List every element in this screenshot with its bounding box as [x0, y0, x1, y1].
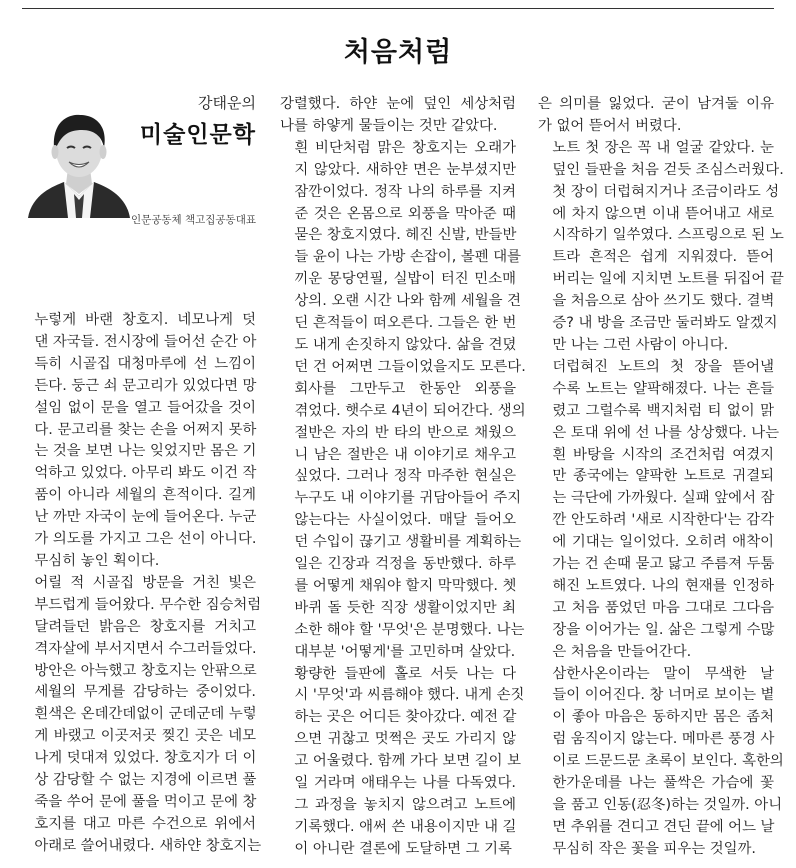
text-line: 증? 내 방을 조금만 둘러봐도 알겠지 [552, 315, 778, 332]
text-line: 그 과정을 놓치지 않으려고 노트에 [294, 797, 516, 813]
text-line: 난 까만 자국이 눈에 들어온다. 누군 [34, 509, 257, 526]
author-title: 인문공동체 책고집공동대표 [130, 214, 256, 226]
text-line: 는 극단에 가까웠다. 실패 앞에서 잠 [552, 490, 775, 507]
text-line: 흰 바탕을 시작의 조건처럼 여겼지 [552, 446, 774, 463]
text-line: 럼 움직이지 않는다. 메마른 풍경 사 [552, 731, 775, 748]
text-line: 노트 첫 장은 꼭 내 얼굴 같았다. 눈 [552, 139, 774, 156]
text-line: 니 남은 절반은 내 이야기로 채우고 [294, 446, 516, 463]
text-line: 시작하기 일쑤였다. 스프링으로 된 노 [552, 227, 784, 244]
text-line: 을 품고 인동(忍冬)하는 것일까. 아니 [552, 797, 783, 813]
text-line: 어릴 적 시골집 방문을 거친 빛은 [34, 574, 256, 591]
text-line: 나게 덧대져 있었다. 창호지가 더 이 [34, 750, 257, 767]
text-line: 나를 하얗게 물들이는 것만 같았다. [280, 117, 498, 134]
text-line: 만 나는 그런 사람이 아니다. [552, 336, 729, 353]
text-line: 죽을 쑤어 문에 풀을 먹이고 문에 창 [34, 793, 257, 810]
text-line: 싶었다. 그러나 정작 마주한 현실은 [294, 468, 516, 485]
text-line: 들 윤이 나는 가방 손잡이, 볼펜 대를 [294, 249, 522, 266]
text-line: 가는 건 손때 묻고 닳고 주름져 두툼 [552, 556, 775, 573]
text-line: 일 거라며 애태우는 나를 다독였다. [294, 775, 516, 792]
text-line: 기록했다. 애써 쓴 내용이지만 내 길 [294, 818, 517, 835]
text-line: 이 좋아 마음은 동하지만 몸은 좀처 [552, 709, 774, 726]
text-line: 를 어떻게 채워야 할지 막막했다. 쳇 [294, 577, 517, 594]
text-line: 들이 이어진다. 창 너머로 보이는 볕 [552, 687, 775, 704]
text-line: 품이 아니라 세월의 흔적이다. 길게 [34, 487, 256, 504]
text-line: 만 종국에는 얄팍한 노트로 귀결되 [552, 468, 774, 485]
text-line: 일은 긴장과 걱정을 동반했다. 하루 [294, 556, 516, 573]
text-line: 설임 없이 문을 열고 들어갔을 것이 [34, 399, 256, 416]
text-line: 던 수입이 끊기고 생활비를 계획하는 [294, 534, 522, 551]
text-line: 에 기대는 일이었다. 오히려 애착이 [552, 534, 774, 551]
text-line: 으면 귀찮고 멋쩍은 곳도 가리지 않 [294, 731, 516, 748]
text-line: 깐 안도하려 '새로 시작한다'는 감각 [552, 512, 774, 529]
text-line: 격자살에 부서지면서 수그러들었다. [34, 640, 257, 657]
text-line: 아래로 쓸어내렸다. 새하얀 창호지는 [34, 837, 262, 854]
text-line: 득히 시골집 대청마루에 선 느낌이 [34, 355, 256, 372]
column-name: 미술인문학 [139, 122, 256, 148]
text-line: 겪었다. 햇수로 4년이 되어간다. 생의 [294, 402, 526, 419]
text-line: 렸고 그럴수록 백지처럼 티 없이 맑 [552, 402, 774, 419]
text-line: 수록 노트는 얄팍해졌다. 나는 흔들 [552, 380, 774, 397]
text-line: 상의. 오랜 시간 나와 함께 세월을 견 [294, 293, 522, 310]
text-line: 더럽혀진 노트의 첫 장을 뜯어낼 [552, 358, 774, 375]
text-line: 황량한 들판에 홀로 서듯 나는 다 [294, 665, 516, 682]
text-line: 달려들던 밝음은 창호지를 거치고 [34, 618, 256, 635]
text-line: 끼운 몽당연필, 실밥이 터진 민소매 [294, 271, 516, 288]
text-line: 묻은 창호지였다. 헤진 신발, 반들반 [294, 227, 517, 244]
text-line: 억하고 있었다. 아무리 봐도 이건 작 [34, 465, 257, 482]
article-column-2 [280, 94, 526, 861]
paragraph [280, 664, 525, 861]
text-line: 면 추위를 견디고 견딘 끝에 어느 날 [552, 818, 775, 835]
text-line: 세월의 무게를 감당하는 중이었다. [34, 684, 256, 701]
text-line: 가 없어 뜯어서 버렸다. [538, 117, 682, 134]
text-line: 은 의미를 잃었다. 굳이 남겨둘 이유 [538, 96, 774, 112]
text-line: 삼한사온이라는 말이 무색한 날 [552, 665, 774, 682]
text-line: 는 것을 보면 나는 잊었지만 몸은 기 [34, 443, 257, 460]
text-line: 준 것은 온몸으로 외풍을 막아준 때 [294, 205, 516, 222]
paragraph [20, 573, 262, 858]
text-line: 하는 곳은 어디든 찾아갔다. 예전 같 [294, 709, 517, 726]
top-rule [22, 8, 774, 9]
text-line: 에 차지 않으면 이내 뜯어내고 새로 [552, 205, 774, 222]
text-line: 바퀴 돌 듯한 직장 생활이었지만 최 [294, 599, 516, 616]
text-line: 을 처음으로 삼아 쓰기도 했다. 결벽 [552, 293, 775, 310]
text-line: 한가운데를 나는 풀싹은 가슴에 꽃 [552, 775, 774, 792]
text-line: 누렇게 바랜 창호지. 네모나게 덧 [34, 312, 256, 328]
text-line: 흰 비단처럼 맑은 창호지는 오래가 [294, 139, 516, 156]
article-column-1 [20, 310, 262, 858]
text-line: 던 건 어쩌면 그들이었을지도 모른다. [294, 358, 526, 375]
text-line: 잠깐이었다. 정작 나의 하루를 지켜 [294, 183, 516, 200]
text-line: 회사를 그만두고 한동안 외풍을 [294, 380, 516, 397]
author-name: 강태운의 [198, 94, 256, 112]
text-line: 대부분 '어떻게'를 고민하며 살았다. [294, 643, 516, 660]
text-line: 호지를 대고 마른 수건으로 위에서 [34, 815, 256, 832]
paragraph [538, 94, 774, 138]
text-line: 든다. 둥근 쇠 문고리가 있었다면 망 [34, 377, 257, 394]
paragraph [280, 94, 516, 138]
text-line: 게 바랬고 이곳저곳 찢긴 곳은 네모 [34, 728, 256, 745]
text-line: 강렬했다. 하얀 눈에 덮인 세상처럼 [280, 96, 516, 112]
text-line: 딘 흔적들이 떠오른다. 그들은 한 번 [294, 315, 517, 332]
text-line: 첫 장이 더럽혀지거나 조금이라도 성 [552, 183, 780, 200]
text-line: 가 의도를 가지고 그은 선이 아니다. [34, 531, 257, 548]
text-line: 무심히 놓인 획이다. [34, 552, 160, 569]
paragraph [538, 138, 784, 357]
text-line: 트라 흔적은 쉽게 지워졌다. 뜯어 [552, 249, 774, 266]
paragraph [280, 138, 526, 379]
text-line: 해진 노트였다. 나의 현재를 인정하 [552, 577, 774, 594]
text-line: 다. 문고리를 찾는 손을 어쩌지 못하 [34, 421, 257, 438]
text-line: 은 처음을 만들어간다. [552, 643, 692, 660]
paragraph [538, 664, 784, 861]
author-portrait-image [24, 96, 134, 218]
text-line: 무심히 작은 꽃을 피우는 것일까. [552, 840, 756, 857]
text-line: 소한 해야 할 '무엇'은 분명했다. 나는 [294, 621, 525, 638]
text-line: 버리는 일에 지치면 노트를 뒤집어 끝 [552, 271, 784, 288]
byline [22, 90, 260, 230]
text-line: 이 아니란 결론에 도달하면 그 기록 [294, 840, 512, 857]
text-line: 도 내게 손짓하지 않았다. 삶을 견뎠 [294, 336, 517, 353]
author-portrait [24, 96, 134, 218]
text-line: 절반은 자의 반 타의 반으로 채웠으 [294, 424, 516, 441]
text-line: 이로 드문드문 초록이 보인다. 혹한의 [552, 753, 784, 770]
text-line: 시 '무엇'과 씨름해야 했다. 내게 손짓 [294, 687, 525, 704]
text-line: 않는다는 사실이었다. 매달 들어오 [294, 512, 516, 529]
text-line: 고 처음 품었던 마음 그대로 그다음 [552, 599, 774, 616]
text-line: 댄 자국들. 전시장에 들어선 순간 아 [34, 333, 257, 350]
text-line: 상 감당할 수 없는 지경에 이르면 풀 [34, 772, 257, 789]
article-headline: 처음처럼 [343, 37, 453, 68]
paragraph [538, 357, 780, 664]
text-line: 장을 이어가는 일. 삶은 그렇게 수많 [552, 621, 775, 638]
paragraph [20, 310, 256, 573]
paragraph [280, 379, 526, 664]
text-line: 누구도 내 이야기를 귀담아들어 주지 [294, 490, 522, 507]
text-line: 덮인 들판을 처음 걷듯 조심스러웠다. [552, 161, 784, 178]
text-line: 지 않았다. 새하얀 면은 눈부셨지만 [294, 161, 516, 178]
text-line: 흰색은 온데간데없이 군데군데 누렇 [34, 706, 257, 723]
text-line: 고 어울렸다. 함께 가다 보면 길이 보 [294, 753, 522, 770]
text-line: 부드럽게 들어왔다. 무수한 짐승처럼 [34, 596, 262, 613]
text-line: 은 토대 위에 선 나를 상상했다. 나는 [552, 424, 780, 441]
article-column-3 [538, 94, 784, 861]
text-line: 방안은 아늑했고 창호지는 안팎으로 [34, 662, 257, 679]
